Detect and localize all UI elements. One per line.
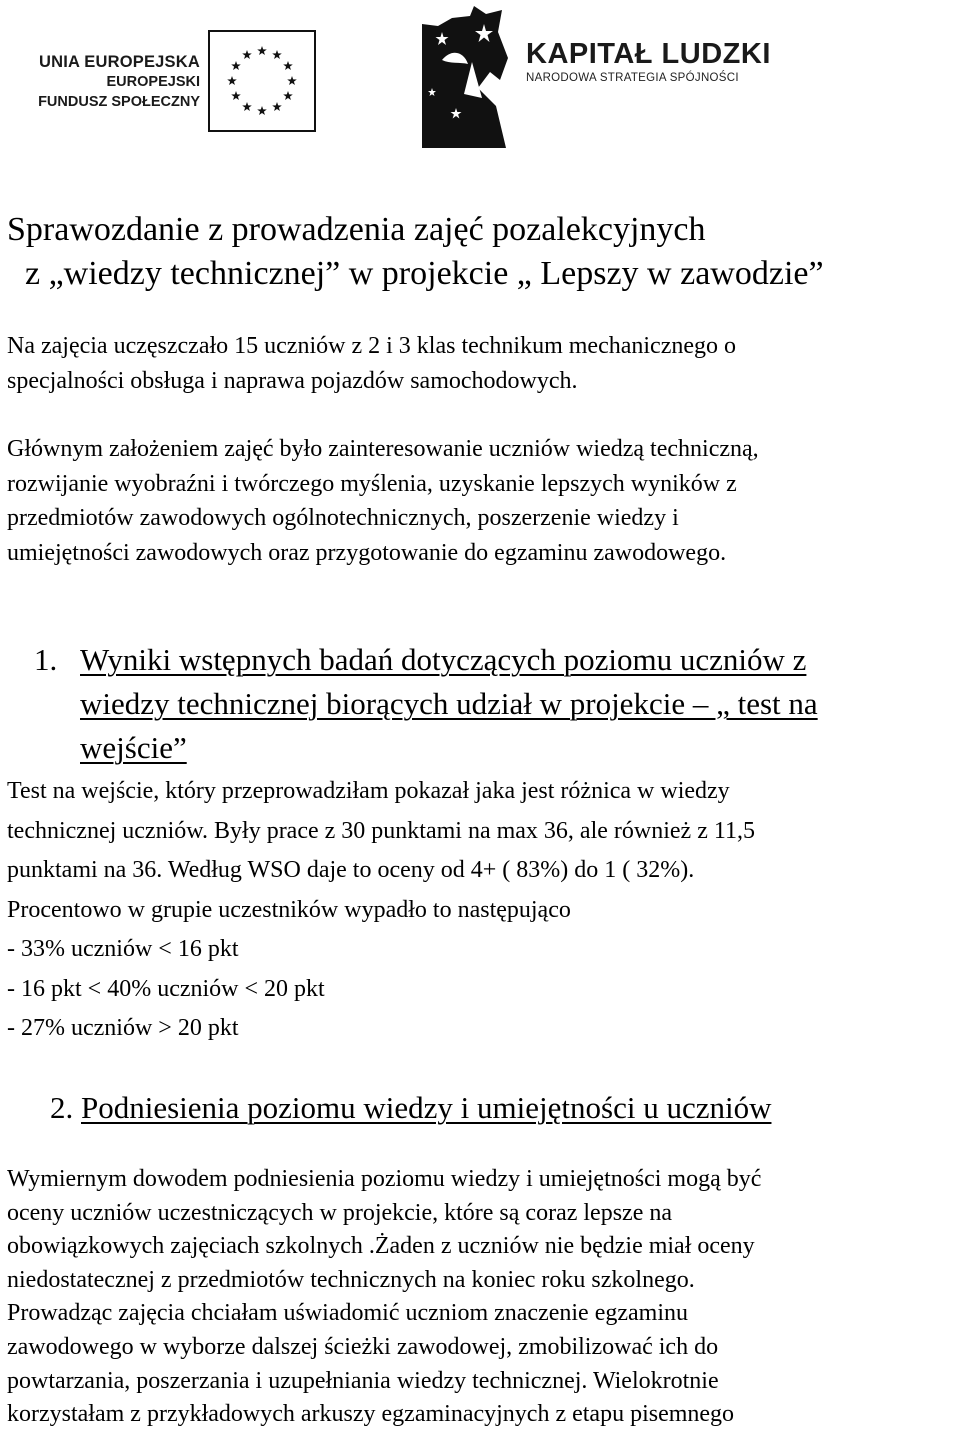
outcome-line: korzystałam z przykładowych arkuszy egzaminacyjnych z etapu pisemnego (7, 1401, 735, 1428)
outcome-line: niedostatecznej z przedmiotów technicznych na koniec roku szkolnego. (7, 1266, 695, 1293)
goals-line: umiejętności zawodowych oraz przygotowanie do egzaminu zawodowego. (7, 539, 727, 566)
eu-logo-line1: UNIA EUROPEJSKA (39, 53, 200, 71)
section-2-heading (50, 1086, 771, 1130)
eu-logo-text (38, 52, 200, 112)
kapital-ludzki-name: KAPITAŁ LUDZKI (526, 38, 771, 70)
outcome-line: powtarzania, poszerzania i uzupełniania wiedzy technicznej. Wielokrotnie (7, 1367, 719, 1394)
intro-line: Na zajęcia uczęszczało 15 uczniów z 2 i 3 klas technikum mechanicznego o (7, 333, 736, 359)
kapital-ludzki-tagline: NARODOWA STRATEGIA SPÓJNOŚCI (526, 72, 739, 84)
document-title (7, 208, 957, 296)
eu-flag-icon (208, 30, 316, 132)
header-logos (0, 0, 960, 150)
section-2-heading-text: Podniesienia poziomu wiedzy i umiejętności u uczniów (81, 1090, 772, 1125)
outcome-line: Prowadząc zajęcia chciałam uświadomić uczniom znaczenie egzaminu (7, 1300, 688, 1327)
outcome-paragraph (7, 1163, 955, 1432)
entry-test-results (7, 772, 955, 1049)
results-list-item: - 33% uczniów < 16 pkt (7, 936, 239, 962)
section-1-heading-line: wiedzy technicznej biorących udział w projekcie – „ test na (80, 686, 818, 721)
eu-logo-line2: EUROPEJSKI (106, 74, 200, 90)
goals-paragraph (7, 432, 955, 570)
eu-logo-line3: FUNDUSZ SPOŁECZNY (38, 94, 200, 110)
results-line: technicznej uczniów. Były prace z 30 punktami na max 36, ale również z 11,5 (7, 817, 755, 844)
results-line: Test na wejście, który przeprowadziłam pokazał jaka jest różnica w wiedzy (7, 778, 730, 804)
results-list-item: - 16 pkt < 40% uczniów < 20 pkt (7, 975, 325, 1002)
goals-line: przedmiotów zawodowych ogólnotechnicznych, poszerzenie wiedzy i (7, 505, 679, 531)
kapital-ludzki-emblem-icon (412, 2, 516, 148)
section-1-heading-line: wejście” (80, 730, 187, 765)
outcome-line: obowiązkowych zajęciach szkolnych .Żaden z uczniów nie będzie miał oceny (7, 1233, 755, 1260)
outcome-line: Wymiernym dowodem podniesienia poziomu wiedzy i umiejętności mogą być (7, 1166, 762, 1192)
intro-paragraph (7, 329, 955, 399)
goals-line: rozwijanie wyobraźni i twórczego myślenia, uzyskanie lepszych wyników z (7, 470, 737, 497)
outcome-line: zawodowego w wyborze dalszej ścieżki zawodowej, zmobilizować ich do (7, 1333, 719, 1360)
section-2-number: 2. (50, 1090, 74, 1125)
title-line-1: Sprawozdanie z prowadzenia zajęć pozalekcyjnych (7, 211, 706, 248)
outcome-line: oceny uczniów uczestniczących w projekcie, które są coraz lepsze na (7, 1199, 672, 1226)
section-1-heading (34, 638, 954, 770)
goals-line: Głównym założeniem zajęć było zainteresowanie uczniów wiedzą techniczną, (7, 436, 759, 462)
results-line: Procentowo w grupie uczestników wypadło to następująco (7, 896, 571, 923)
results-line: punktami na 36. Według WSO daje to oceny od 4+ ( 83%) do 1 ( 32%). (7, 857, 695, 883)
results-list-item: - 27% uczniów > 20 pkt (7, 1015, 239, 1041)
intro-line: specjalności obsługa i naprawa pojazdów samochodowych. (7, 368, 578, 394)
title-line-2: z „wiedzy technicznej” w projekcie „ Lepszy w zawodzie” (25, 255, 824, 292)
section-1-number: 1. (34, 642, 58, 677)
kapital-ludzki-logo-text (526, 38, 771, 86)
section-1-heading-line: Wyniki wstępnych badań dotyczących poziomu uczniów z (80, 642, 807, 677)
